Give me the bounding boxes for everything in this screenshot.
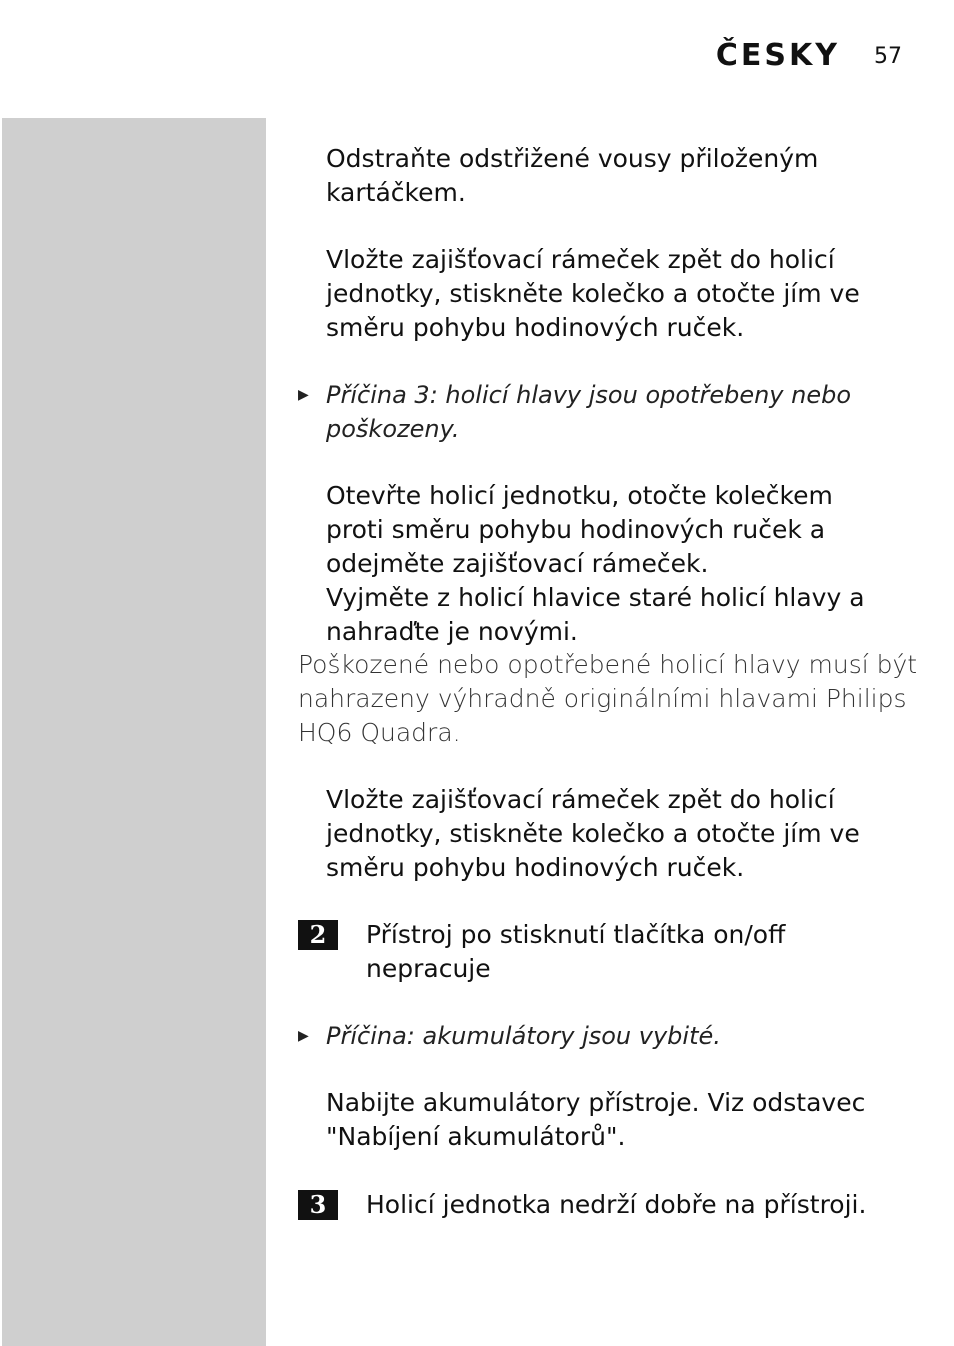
triangle-right-icon: ▶ xyxy=(298,1028,309,1044)
left-margin-panel xyxy=(2,118,266,1346)
cause-text: Příčina: akumulátory jsou vybité. xyxy=(326,1022,721,1050)
note-paragraph: Poškozené nebo opotřebené holicí hlavy musí být nahrazeny výhradně originálními hlavami Philips HQ6 Quadra. xyxy=(298,650,918,747)
page-number: 57 xyxy=(874,44,902,69)
step-number-badge: 2 xyxy=(298,920,338,950)
step-title: Holicí jednotka nedrží dobře na přístroji. xyxy=(366,1190,867,1219)
instruction-paragraph: Otevřte holicí jednotku, otočte kolečkem proti směru pohybu hodinových ruček a odejměte zajišťovací rámeček. Vyjměte z holicí hlavice staré holicí hlavy a nahraďte je novými. xyxy=(326,481,865,646)
step-number-badge: 3 xyxy=(298,1190,338,1220)
step-title: Přístroj po stisknutí tlačítka on/off nepracuje xyxy=(366,920,786,983)
instruction-paragraph: Nabijte akumulátory přístroje. Viz odstavec "Nabíjení akumulátorů". xyxy=(326,1088,866,1151)
language-heading: ČESKY xyxy=(715,38,840,73)
instruction-paragraph: Odstraňte odstřižené vousy přiloženým kartáčkem. xyxy=(326,144,819,207)
triangle-right-icon: ▶ xyxy=(298,387,309,403)
cause-text: Příčina 3: holicí hlavy jsou opotřebeny nebo poškozeny. xyxy=(326,381,852,443)
instruction-paragraph: Vložte zajišťovací rámeček zpět do holicí jednotky, stiskněte kolečko a otočte jím ve směru pohybu hodinových ruček. xyxy=(326,245,860,342)
instruction-paragraph: Vložte zajišťovací rámeček zpět do holicí jednotky, stiskněte kolečko a otočte jím ve směru pohybu hodinových ruček. xyxy=(326,785,860,882)
